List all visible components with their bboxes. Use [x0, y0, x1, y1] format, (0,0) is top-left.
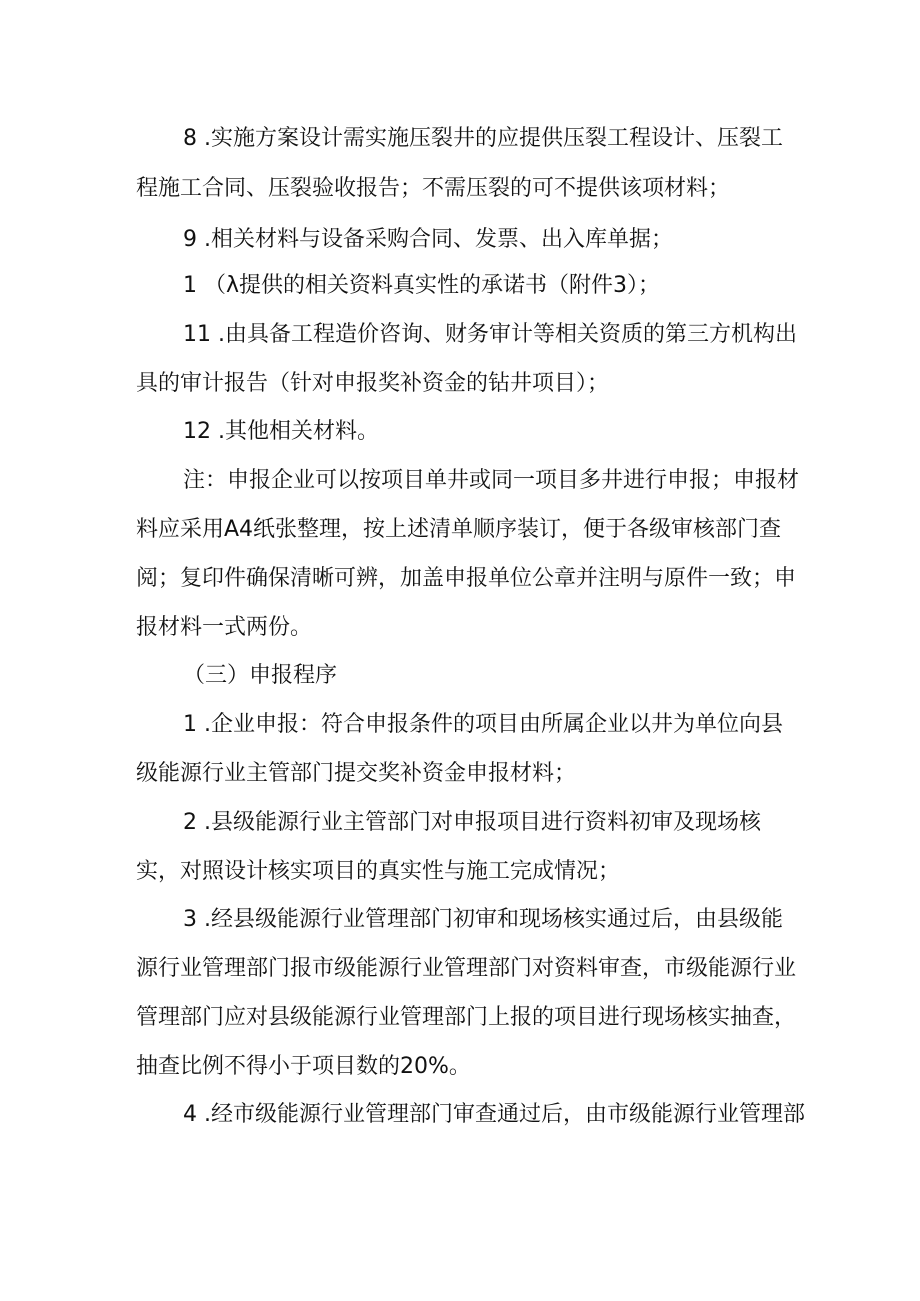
step-3-line-4: 抽查比例不得小于项目数的20%。	[136, 1054, 471, 1079]
item-10: 1 （λ提供的相关资料真实性的承诺书（附件3）；	[183, 273, 661, 298]
step-3-line-3: 管理部门应对县级能源行业管理部门上报的项目进行现场核实抽查，	[136, 1005, 797, 1030]
item-8-line-2: 程施工合同、压裂验收报告；不需压裂的可不提供该项材料；	[136, 176, 731, 201]
section-heading: （三）申报程序	[183, 663, 338, 688]
note-line-1: 注：申报企业可以按项目单井或同一项目多井进行申报；申报材	[183, 468, 800, 493]
step-4-line-1: 4 .经市级能源行业管理部门审查通过后，由市级能源行业管理部	[183, 1102, 805, 1127]
step-1-line-2: 级能源行业主管部门提交奖补资金申报材料；	[136, 761, 577, 786]
note-line-4: 报材料一式两份。	[136, 615, 313, 640]
step-3-line-1: 3 .经县级能源行业管理部门初审和现场核实通过后，由县级能	[183, 907, 783, 932]
note-line-3: 阅；复印件确保清晰可辨，加盖申报单位公章并注明与原件一致；申	[136, 566, 797, 591]
item-12: 12 .其他相关材料。	[183, 419, 379, 444]
note-line-2: 料应采用A4纸张整理，按上述清单顺序装订，便于各级审核部门查	[136, 517, 782, 542]
item-8-line-1: 8 .实施方案设计需实施压裂井的应提供压裂工程设计、压裂工	[183, 126, 783, 151]
step-2-line-2: 实，对照设计核实项目的真实性与施工完成情况；	[136, 859, 621, 884]
item-11-line-1: 11 .由具备工程造价咨询、财务审计等相关资质的第三方机构出	[183, 322, 797, 347]
step-2-line-1: 2 .县级能源行业主管部门对申报项目进行资料初审及现场核	[183, 810, 761, 835]
item-9: 9 .相关材料与设备采购合同、发票、出入库单据；	[183, 227, 673, 252]
item-11-line-2: 具的审计报告（针对申报奖补资金的钻井项目）；	[136, 371, 610, 396]
step-3-line-2: 源行业管理部门报市级能源行业管理部门对资料审查，市级能源行业	[136, 956, 797, 981]
step-1-line-1: 1 .企业申报：符合申报条件的项目由所属企业以井为单位向县	[183, 712, 783, 737]
